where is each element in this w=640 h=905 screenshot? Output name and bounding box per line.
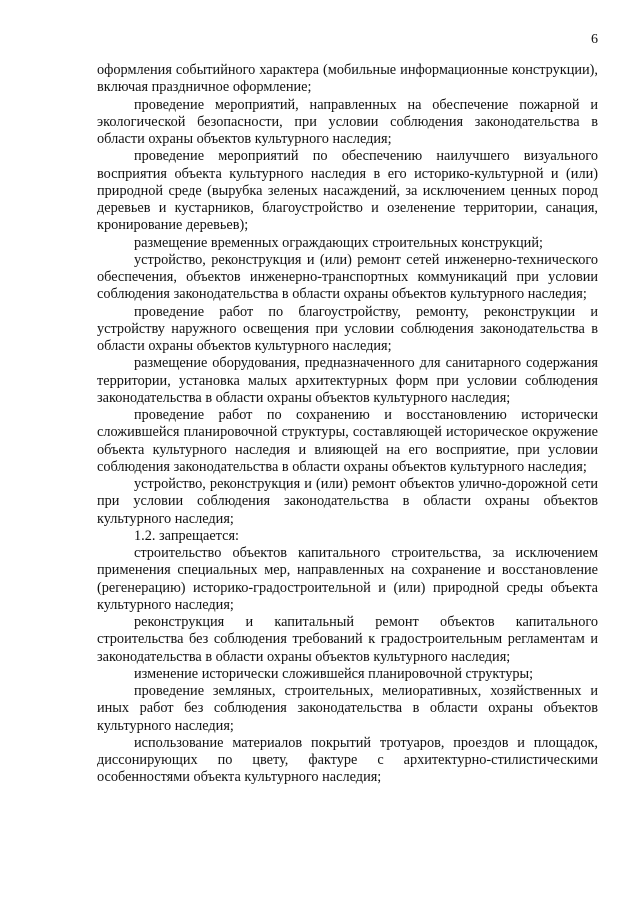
paragraph: изменение исторически сложившейся планировочной структуры; (134, 665, 534, 682)
paragraph: размещение временных ограждающих строительных конструкций; (134, 234, 543, 251)
paragraph: устройство, реконструкция и (или) ремонт объектов улично-дорожной сети при условии соблюдения законодательства в области охраны объектов культурного наследия; (97, 476, 598, 527)
paragraph: использование материалов покрытий тротуаров, проездов и площадок, диссонирующих по цвету, фактуре с архитектурно-стилистическими особенностями объекта культурного наследия; (97, 734, 598, 786)
page-number: 6 (591, 32, 598, 47)
paragraph: реконструкция и капитальный ремонт объектов капитального строительства без соблюдения требований к градостроительным регламентам и законодательства в области охраны объектов культурного наследия; (97, 614, 598, 665)
paragraph: строительство объектов капитального строительства, за исключением применения специальных мер, направленных на сохранение и восстановление (регенерацию) историко-градостроительной и (или) природной среды объекта культурного наследия; (97, 545, 598, 613)
paragraph: проведение мероприятий, направленных на обеспечение пожарной и экологической безопасности, при условии соблюдения законодательства в области охраны объектов культурного наследия; (97, 96, 598, 147)
paragraph: проведение мероприятий по обеспечению наилучшего визуального восприятия объекта культурного наследия в его историко-культурной и (или) природной среде (вырубка зеленых насаждений, за исключением ценных пород деревьев и кустарников, благоустройство и озеленение территории, санация, кронирование деревьев); (97, 148, 598, 234)
section-heading: 1.2. запрещается: (134, 527, 239, 544)
document-body (97, 62, 598, 787)
paragraph: проведение работ по сохранению и восстановлению исторически сложившейся планировочной структуры, составляющей историческое окружение объекта культурного наследия и влияющей на его восприятие, при условии соблюдения законодательства в области охраны объектов культурного наследия; (97, 407, 598, 475)
paragraph: размещение оборудования, предназначенного для санитарного содержания территории, установка малых архитектурных форм при условии соблюдения законодательства в области охраны объектов культурного наследия; (97, 355, 598, 406)
paragraph: устройство, реконструкция и (или) ремонт сетей инженерно-технического обеспечения, объектов инженерно-транспортных коммуникаций при условии соблюдения законодательства в области охраны объектов культурного наследия; (97, 251, 598, 303)
paragraph-continuation: оформления событийного характера (мобильные информационные конструкции), включая праздничное оформление; (97, 62, 598, 96)
paragraph: проведение земляных, строительных, мелиоративных, хозяйственных и иных работ без соблюдения законодательства в области охраны объектов культурного наследия; (97, 683, 598, 734)
paragraph: проведение работ по благоустройству, ремонту, реконструкции и устройству наружного освещения при условии соблюдения законодательства в области охраны объектов культурного наследия; (97, 303, 598, 354)
